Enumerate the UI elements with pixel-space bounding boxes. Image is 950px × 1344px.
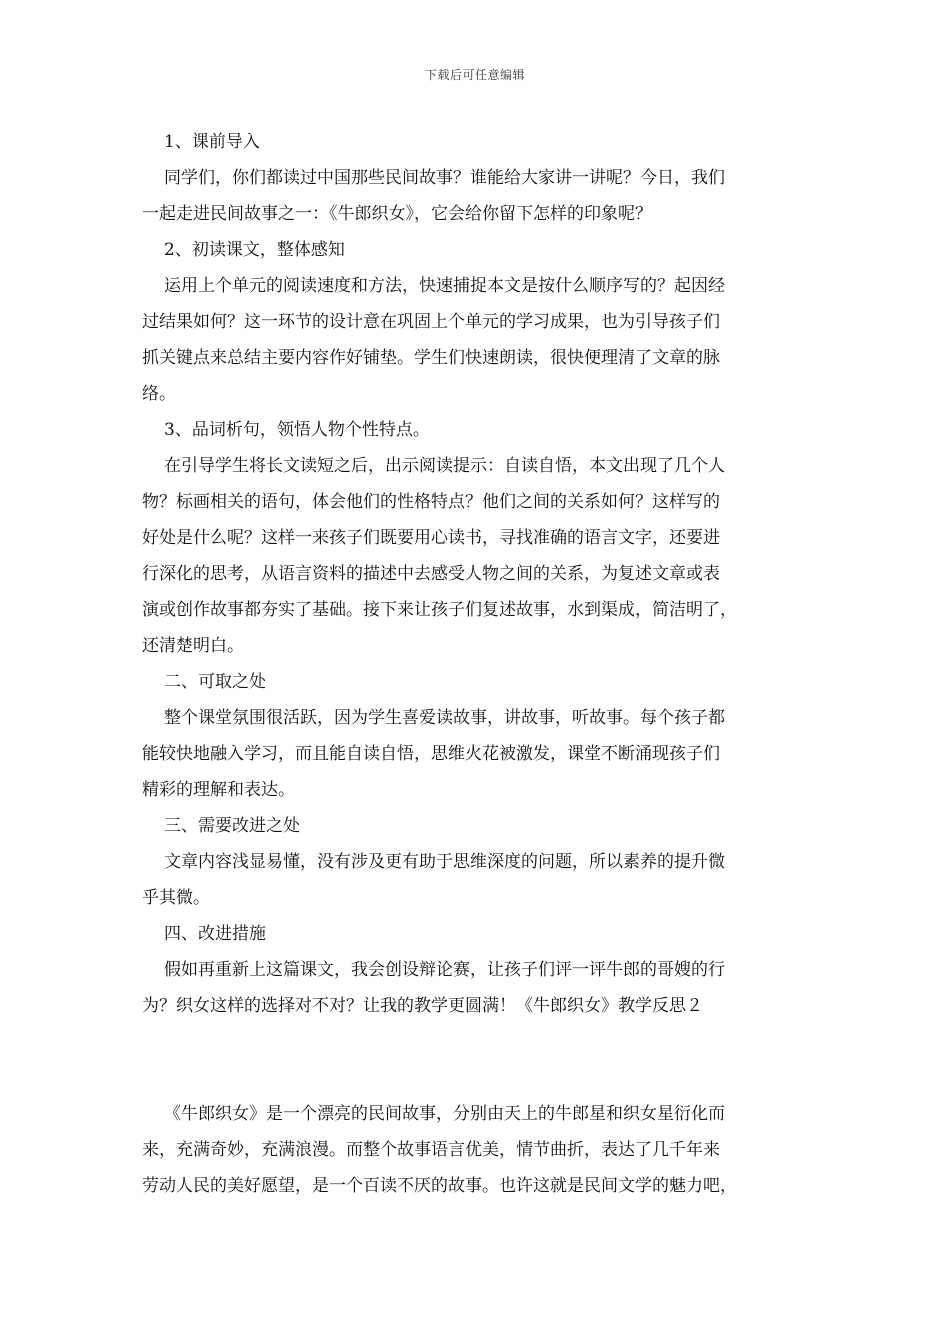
paragraph-line: 行深化的思考，从语言资料的描述中去感受人物之间的关系，为复述文章或表	[142, 564, 720, 584]
paragraph-line: 过结果如何？这一环节的设计意在巩固上个单元的学习成果，也为引导孩子们	[142, 312, 720, 332]
paragraph-line: 《牛郎织女》是一个漂亮的民间故事，分别由天上的牛郎星和织女星衍化而	[164, 1104, 725, 1124]
paragraph-line: 文章内容浅显易懂，没有涉及更有助于思维深度的问题，所以素养的提升微	[164, 852, 725, 872]
paragraph-line: 劳动人民的美好愿望，是一个百读不厌的故事。也许这就是民间文学的魅力吧，	[142, 1176, 737, 1196]
document-body	[142, 124, 814, 1204]
paragraph-line: 运用上个单元的阅读速度和方法，快速捕捉本文是按什么顺序写的？起因经	[164, 276, 725, 296]
paragraph-line: 精彩的理解和表达。	[142, 780, 295, 800]
heading-character-analysis: 3、品词析句，领悟人物个性特点。	[164, 420, 430, 440]
paragraph-line: 来，充满奇妙，充满浪漫。而整个故事语言优美，情节曲折，表达了几千年来	[142, 1140, 720, 1160]
heading-first-reading: 2、初读课文，整体感知	[164, 240, 345, 260]
paragraph-line: 乎其微。	[142, 888, 210, 908]
paragraph-line: 同学们，你们都读过中国那些民间故事？谁能给大家讲一讲呢？今日，我们	[164, 168, 725, 188]
paragraph-line: 演或创作故事都夯实了基础。接下来让孩子们复述故事，水到渠成，简洁明了，	[142, 600, 737, 620]
paragraph-line: 假如再重新上这篇课文，我会创设辩论赛，让孩子们评一评牛郎的哥嫂的行	[164, 960, 725, 980]
page-header: 下载后可任意编辑	[424, 68, 525, 82]
paragraph-line: 整个课堂氛围很活跃，因为学生喜爱读故事，讲故事，听故事。每个孩子都	[164, 708, 725, 728]
heading-improvement-measures: 四、改进措施	[164, 924, 266, 944]
section-spacer	[142, 1024, 814, 1096]
paragraph-line: 络。	[142, 384, 176, 404]
heading-improvements-needed: 三、需要改进之处	[164, 816, 300, 836]
paragraph-line: 在引导学生将长文读短之后，出示阅读提示：自读自悟，本文出现了几个人	[164, 456, 725, 476]
heading-pre-class-intro: 1、课前导入	[164, 132, 260, 152]
heading-strengths: 二、可取之处	[164, 672, 266, 692]
paragraph-line: 为？织女这样的选择对不对？让我的教学更圆满！《牛郎织女》教学反思２	[142, 996, 703, 1016]
paragraph-line: 还清楚明白。	[142, 636, 244, 656]
paragraph-line: 一起走进民间故事之一：《牛郎织女》，它会给你留下怎样的印象呢？	[142, 204, 652, 224]
paragraph-line: 抓关键点来总结主要内容作好铺垫。学生们快速朗读，很快便理清了文章的脉	[142, 348, 720, 368]
paragraph-line: 能较快地融入学习，而且能自读自悟，思维火花被激发，课堂不断涌现孩子们	[142, 744, 720, 764]
paragraph-line: 好处是什么呢？这样一来孩子们既要用心读书，寻找准确的语言文字，还要进	[142, 528, 720, 548]
paragraph-line: 物？标画相关的语句，体会他们的性格特点？他们之间的关系如何？这样写的	[142, 492, 720, 512]
